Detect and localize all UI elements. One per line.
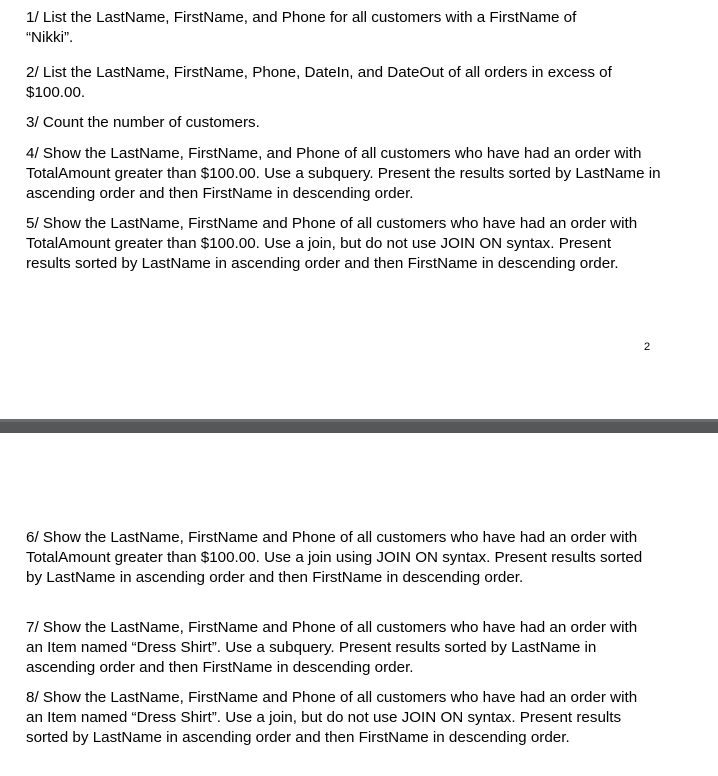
question-6: 6/ Show the LastName, FirstName and Phone of all customers who have had an order with TotalAmount greater than $100.00. Use a join using JOIN ON syntax. Present results sorted by LastName in ascending order and then FirstName in descending order. <box>26 529 643 586</box>
question-4: 4/ Show the LastName, FirstName, and Phone of all customers who have had an order with TotalAmount greater than $100.00. Use a subquery. Present the results sorted by LastName in ascending order and then FirstName in descending order. <box>26 145 661 202</box>
page-number: 2 <box>644 341 651 353</box>
question-2: 2/ List the LastName, FirstName, Phone, DateIn, and DateOut of all orders in excess of $100.00. <box>26 64 612 101</box>
question-1: 1/ List the LastName, FirstName, and Phone for all customers with a FirstName of “Nikki”. <box>26 9 577 46</box>
question-3: 3/ Count the number of customers. <box>26 114 260 131</box>
question-8: 8/ Show the LastName, FirstName and Phone of all customers who have had an order with an Item named “Dress Shirt”. Use a join, but do not use JOIN ON syntax. Present results sorted by LastName in ascending order and then FirstName in descending order. <box>26 689 638 746</box>
question-7: 7/ Show the LastName, FirstName and Phone of all customers who have had an order with an Item named “Dress Shirt”. Use a subquery. Present results sorted by LastName in ascending order and then FirstName in descending order. <box>26 619 638 676</box>
question-5: 5/ Show the LastName, FirstName and Phone of all customers who have had an order with TotalAmount greater than $100.00. Use a join, but do not use JOIN ON syntax. Present results sorted by LastName in ascending order and then FirstName in descending order. <box>26 215 638 272</box>
document-page-bottom <box>0 433 718 776</box>
page-separator-edge <box>0 419 718 422</box>
